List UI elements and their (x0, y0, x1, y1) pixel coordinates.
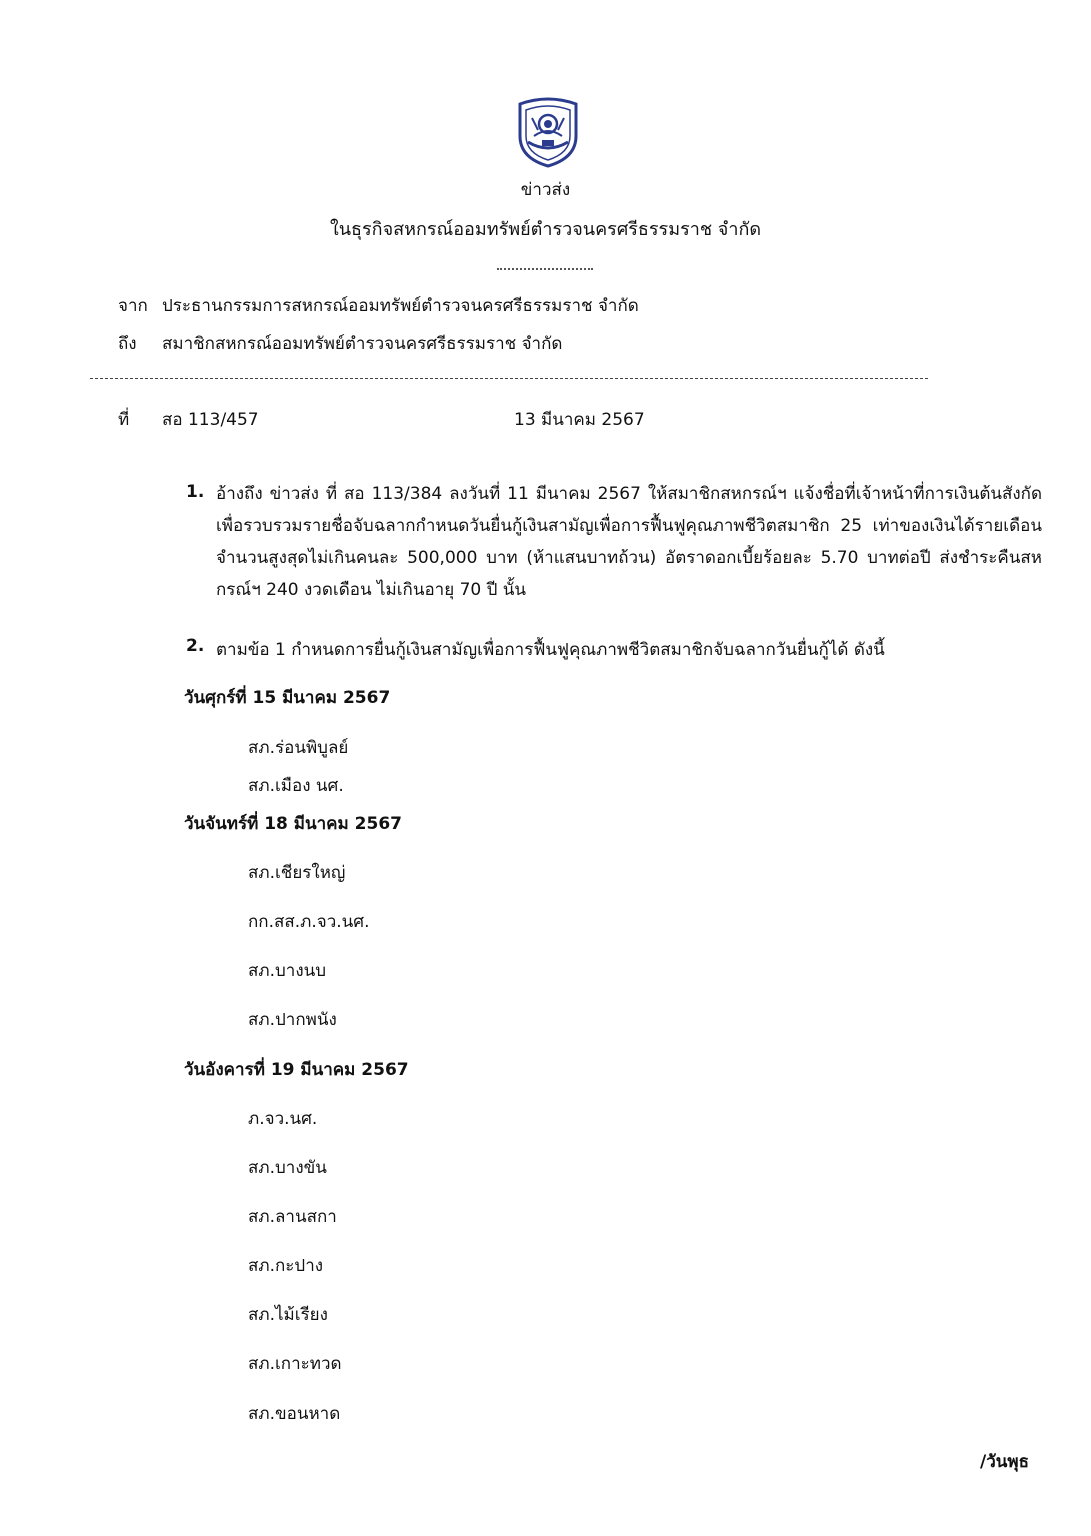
item-number: 1. (186, 482, 205, 502)
schedule-day-heading: วันอังคารที่ 19 มีนาคม 2567 (184, 1060, 409, 1080)
title-dotted-divider (497, 268, 593, 270)
police-station-item: กก.สส.ภ.จว.นศ. (248, 912, 370, 932)
continued-next-page: /วันพุธ (980, 1452, 1029, 1472)
schedule-day-heading: วันศุกร์ที่ 15 มีนาคม 2567 (184, 688, 391, 708)
reference-number: สอ 113/457 (162, 410, 259, 430)
police-station-item: สภ.ไม้เรียง (248, 1305, 328, 1325)
police-station-item: สภ.ร่อนพิบูลย์ (248, 738, 349, 758)
police-station-item: สภ.เมือง นศ. (248, 776, 344, 796)
police-station-item: สภ.เชียรใหญ่ (248, 863, 346, 883)
document-title: ข่าวส่ง (520, 180, 571, 200)
organization-name: ในธุรกิจสหกรณ์ออมทรัพย์ตำรวจนครศรีธรรมราช จำกัด (329, 219, 762, 240)
from-value: ประธานกรรมการสหกรณ์ออมทรัพย์ตำรวจนครศรีธรรมราช จำกัด (162, 296, 639, 316)
document-date: 13 มีนาคม 2567 (514, 410, 645, 430)
police-station-item: สภ.บางขัน (248, 1158, 327, 1178)
police-station-item: สภ.กะปาง (248, 1256, 324, 1276)
police-station-item: สภ.บางนบ (248, 961, 327, 981)
cooperative-emblem-logo (514, 96, 582, 168)
police-station-item: สภ.ลานสกา (248, 1207, 337, 1227)
police-station-item: สภ.ปากพนัง (248, 1010, 337, 1030)
police-station-item: สภ.ขอนหาด (248, 1404, 341, 1424)
item-text: อ้างถึง ข่าวส่ง ที่ สอ 113/384 ลงวันที่ 11 มีนาคม 2567 ให้สมาชิกสหกรณ์ฯ แจ้งชื่อที่เจ้าหน้าที่การเงินต้นสังกัด เพื่อรวบรวมรายชื่อจับฉลากกำหนดวันยื่นกู้เงินสามัญเพื่อการฟื้นฟูคุณภาพชีวิตสมาชิก 25 เท่าของเงินได้รายเดือน จำนวนสูงสุดไม่เกินคนละ 500,000 บาท (ห้าแสนบาทถ้วน) อัตราดอกเบี้ยร้อยละ 5.70 บาทต่อปี ส่งชำระคืนสหกรณ์ฯ 240 งวดเดือน ไม่เกินอายุ 70 ปี นั้น (216, 484, 1042, 600)
schedule-day-heading: วันจันทร์ที่ 18 มีนาคม 2567 (184, 814, 402, 834)
police-station-item: ภ.จว.นศ. (248, 1109, 318, 1129)
to-value: สมาชิกสหกรณ์ออมทรัพย์ตำรวจนครศรีธรรมราช จำกัด (162, 334, 563, 354)
to-label: ถึง (118, 334, 137, 354)
reference-label: ที่ (118, 410, 130, 430)
header-dashed-divider (90, 378, 928, 379)
item-text: ตามข้อ 1 กำหนดการยื่นกู้เงินสามัญเพื่อการฟื้นฟูคุณภาพชีวิตสมาชิกจับฉลากวันยื่นกู้ได้ ดังนี้ (216, 640, 885, 660)
item-number: 2. (186, 636, 205, 656)
police-station-item: สภ.เกาะทวด (248, 1354, 342, 1374)
from-label: จาก (118, 296, 148, 316)
